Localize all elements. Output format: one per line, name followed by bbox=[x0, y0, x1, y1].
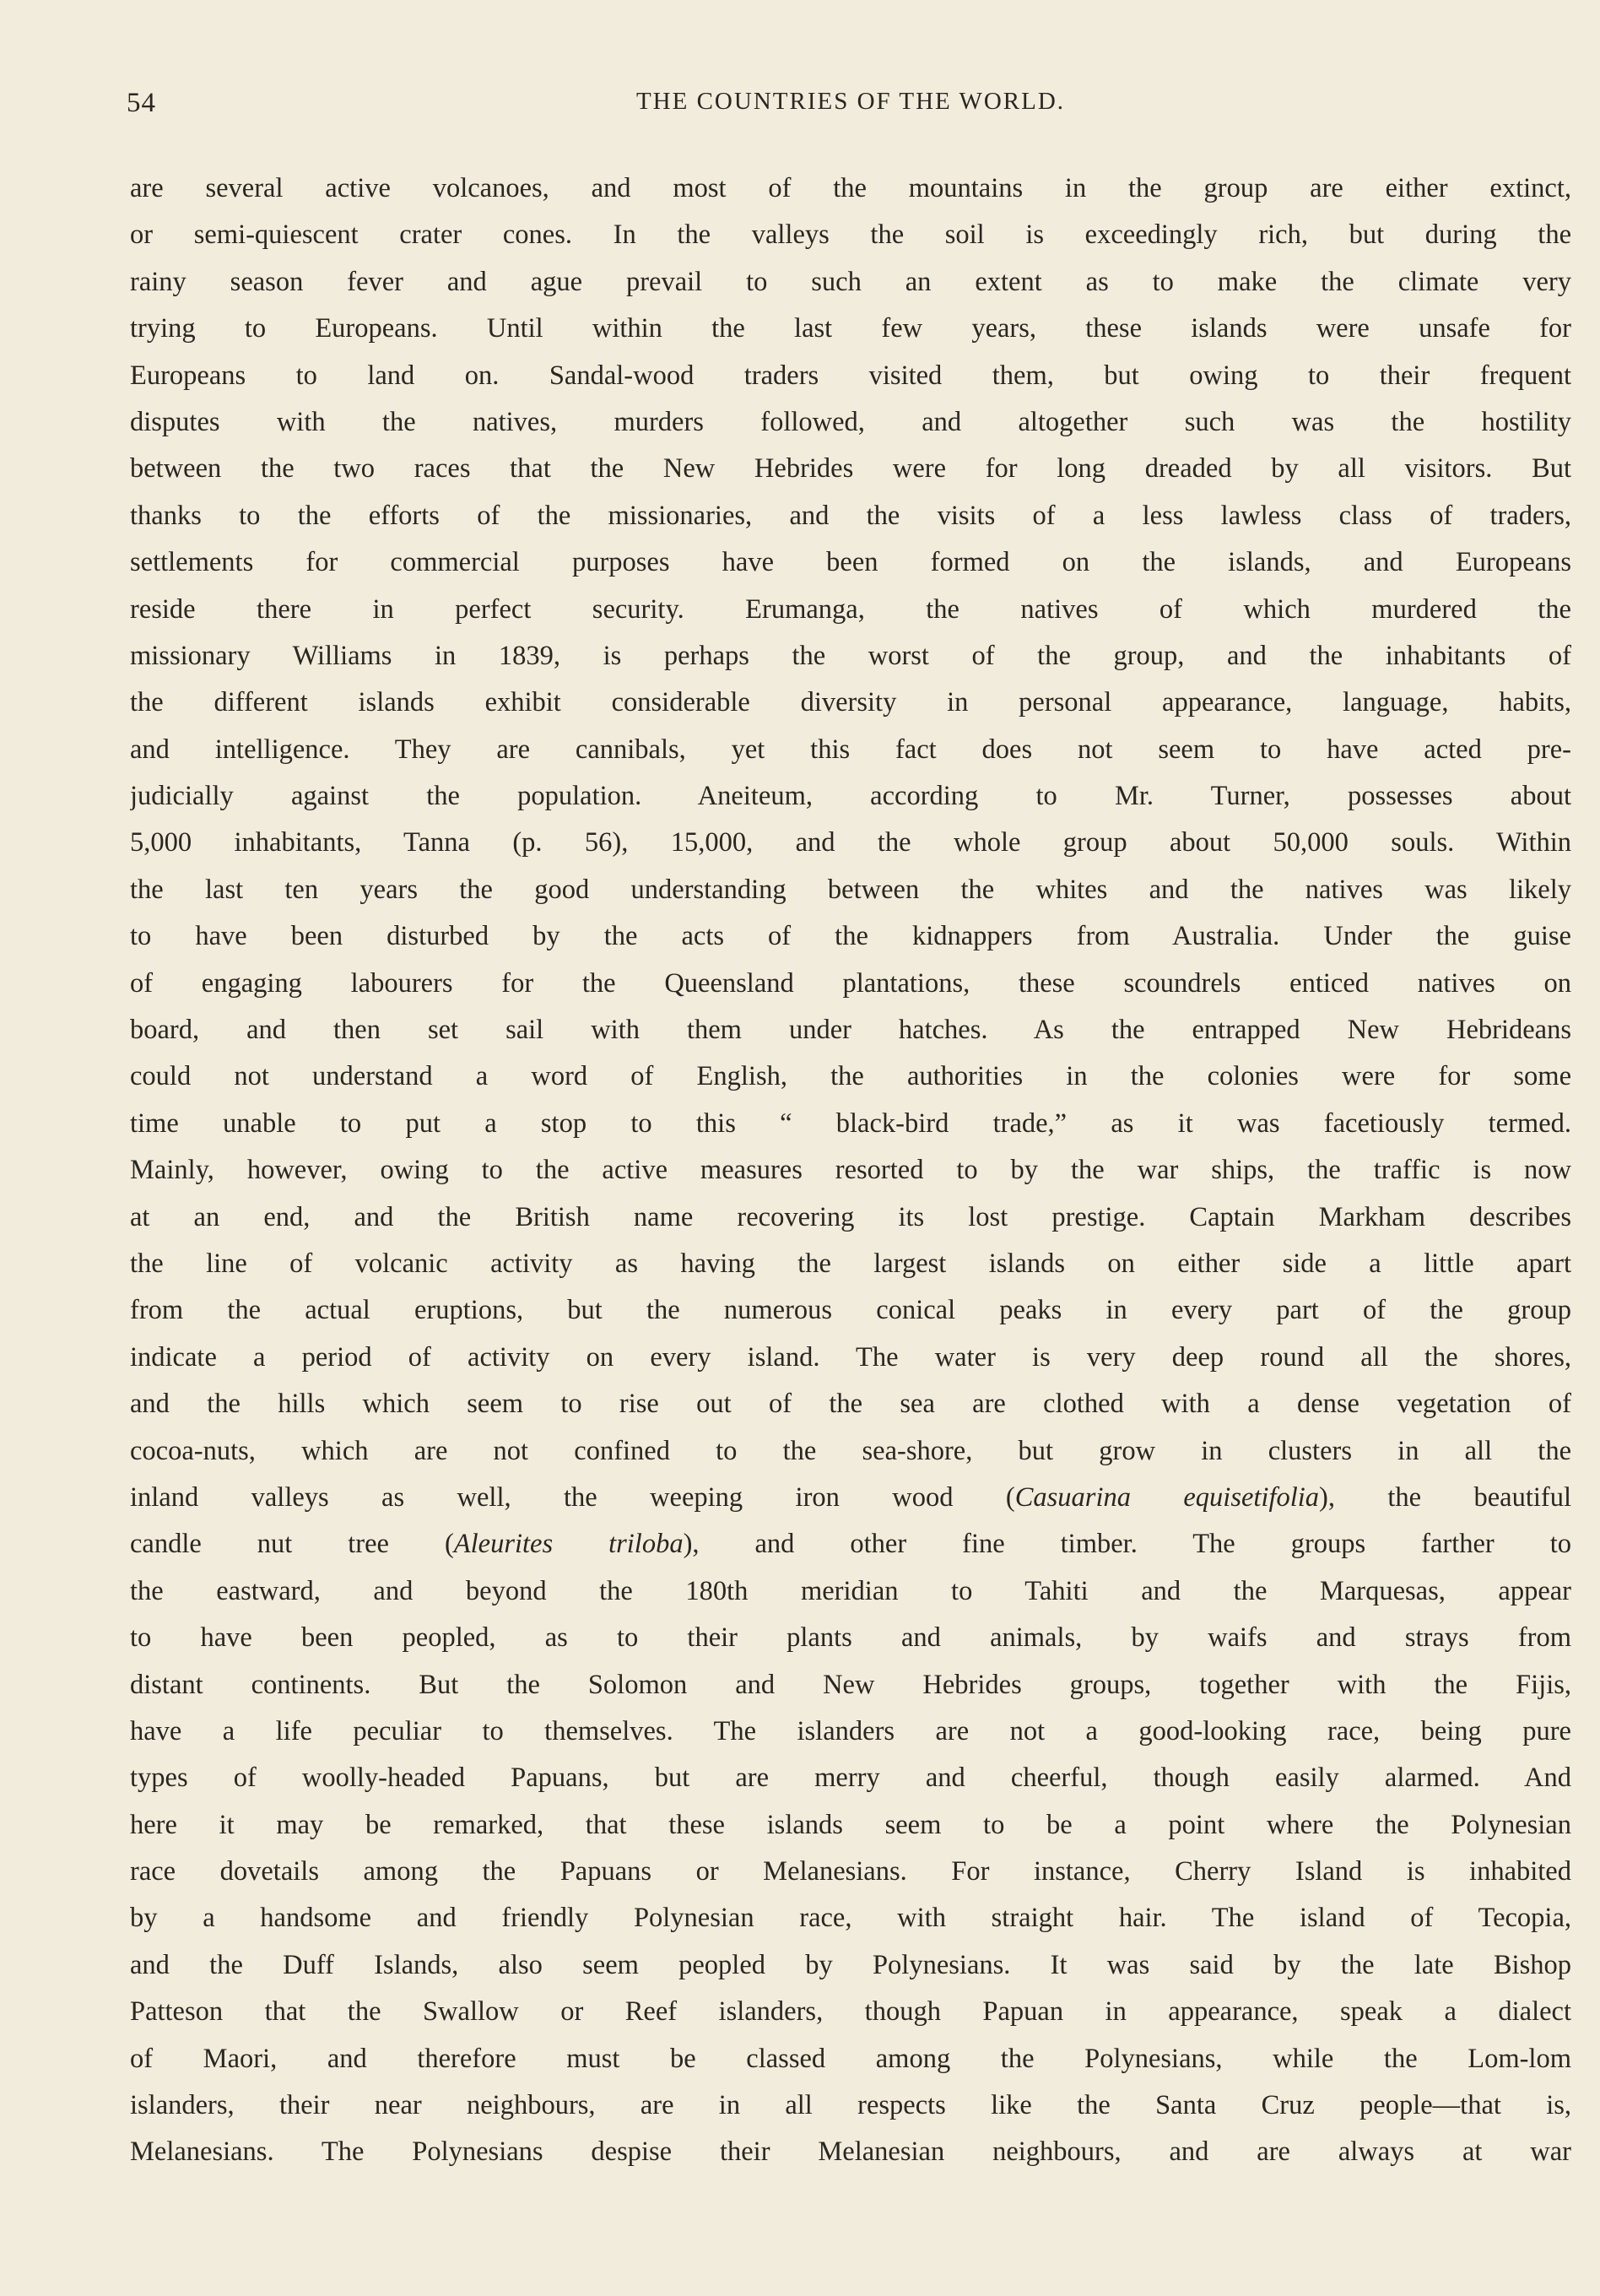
text-line: Melanesians. The Polynesians despise their Melanesian neighbours, and are always at war bbox=[130, 2136, 1571, 2168]
text-line: trying to Europeans. Until within the last few years, these islands were unsafe for bbox=[130, 313, 1571, 344]
text-line: have a life peculiar to themselves. The islanders are not a good-looking race, being pure bbox=[130, 1715, 1571, 1746]
text-segment: candle nut tree ( bbox=[130, 1529, 454, 1560]
text-line: and the Duff Islands, also seem peopled by Polynesians. It was said by the late Bishop bbox=[130, 1949, 1571, 1980]
text-line: the different islands exhibit considerable diversity in personal appearance, language, habits, bbox=[130, 687, 1571, 718]
text-line: thanks to the efforts of the missionaries, and the visits of a less lawless class of traders, bbox=[130, 500, 1571, 531]
text-line: disputes with the natives, murders followed, and altogether such was the hostility bbox=[130, 406, 1571, 437]
text-line: reside there in perfect security. Erumanga, the natives of which murdered the bbox=[130, 593, 1571, 625]
text-line: settlements for commercial purposes have been formed on the islands, and Europeans bbox=[130, 547, 1571, 578]
text-line: to have been peopled, as to their plants and animals, by waifs and strays from bbox=[130, 1622, 1571, 1654]
text-line: Europeans to land on. Sandal-wood traders visited them, but owing to their frequent bbox=[130, 360, 1571, 391]
text-line: rainy season fever and ague prevail to such an extent as to make the climate very bbox=[130, 266, 1571, 297]
running-head: THE COUNTRIES OF THE WORLD. bbox=[635, 88, 1066, 115]
text-line: the last ten years the good understanding between the whites and the natives was likely bbox=[130, 874, 1571, 905]
text-line: Mainly, however, owing to the active measures resorted to by the war ships, the traffic is now bbox=[130, 1155, 1571, 1186]
botanical-name: Aleurites triloba bbox=[453, 1529, 684, 1560]
text-line: time unable to put a stop to this “ black-bird trade,” as it was facetiously termed. bbox=[130, 1107, 1571, 1139]
text-line: of Maori, and therefore must be classed among the Polynesians, while the Lom-lom bbox=[130, 2043, 1571, 2074]
text-line: judicially against the population. Aneiteum, according to Mr. Turner, possesses about bbox=[130, 781, 1571, 812]
text-line: types of woolly-headed Papuans, but are merry and cheerful, though easily alarmed. And bbox=[130, 1763, 1571, 1794]
botanical-name: Casuarina equisetifolia bbox=[1014, 1481, 1320, 1513]
text-line: between the two races that the New Hebrides were for long dreaded by all visitors. But bbox=[130, 453, 1571, 485]
text-line: could not understand a word of English, the authorities in the colonies were for some bbox=[130, 1061, 1571, 1092]
text-line: distant continents. But the Solomon and New Hebrides groups, together with the Fijis, bbox=[130, 1669, 1571, 1700]
text-segment: ), the beautiful bbox=[1319, 1481, 1571, 1513]
text-segment: inland valleys as well, the weeping iron wood ( bbox=[130, 1481, 1015, 1513]
text-line bbox=[130, 1521, 1571, 1568]
text-line: missionary Williams in 1839, is perhaps the worst of the group, and the inhabitants of bbox=[130, 640, 1571, 671]
text-line: to have been disturbed by the acts of the kidnappers from Australia. Under the guise bbox=[130, 921, 1571, 952]
text-line: from the actual eruptions, but the numerous conical peaks in every part of the group bbox=[130, 1295, 1571, 1326]
text-line: of engaging labourers for the Queensland plantations, these scoundrels enticed natives on bbox=[130, 967, 1571, 999]
page-number: 54 bbox=[127, 88, 156, 118]
text-line: are several active volcanoes, and most of the mountains in the group are either extinct, bbox=[130, 173, 1571, 203]
text-line: cocoa-nuts, which are not confined to the sea-shore, but grow in clusters in all the bbox=[130, 1435, 1571, 1466]
text-line bbox=[130, 1475, 1571, 1521]
text-line: indicate a period of activity on every island. The water is very deep round all the shores, bbox=[130, 1341, 1571, 1373]
text-line: and intelligence. They are cannibals, yet this fact does not seem to have acted pre- bbox=[130, 734, 1571, 765]
text-line: board, and then set sail with them under hatches. As the entrapped New Hebrideans bbox=[130, 1015, 1571, 1046]
text-line: at an end, and the British name recovering its lost prestige. Captain Markham describes bbox=[130, 1201, 1571, 1232]
text-line: the line of volcanic activity as having the largest islands on either side a little apart bbox=[130, 1248, 1571, 1279]
text-line: by a handsome and friendly Polynesian race, with straight hair. The island of Tecopia, bbox=[130, 1903, 1571, 1934]
text-line: and the hills which seem to rise out of the sea are clothed with a dense vegetation of bbox=[130, 1389, 1571, 1420]
page-header bbox=[127, 88, 1575, 125]
text-line: Patteson that the Swallow or Reef islanders, though Papuan in appearance, speak a dialect bbox=[130, 1996, 1571, 2028]
text-line: islanders, their near neighbours, are in all respects like the Santa Cruz people—that is, bbox=[130, 2090, 1571, 2121]
text-line: the eastward, and beyond the 180th meridian to Tahiti and the Marquesas, appear bbox=[130, 1575, 1571, 1606]
body-text bbox=[130, 165, 1571, 2176]
text-line: or semi-quiescent crater cones. In the valleys the soil is exceedingly rich, but during the bbox=[130, 219, 1571, 251]
text-line: 5,000 inhabitants, Tanna (p. 56), 15,000, and the whole group about 50,000 souls. Within bbox=[130, 827, 1571, 858]
text-segment: ), and other fine timber. The groups farther to bbox=[683, 1529, 1571, 1560]
text-line: race dovetails among the Papuans or Melanesians. For instance, Cherry Island is inhabited bbox=[130, 1856, 1571, 1887]
text-line: here it may be remarked, that these islands seem to be a point where the Polynesian bbox=[130, 1809, 1571, 1840]
